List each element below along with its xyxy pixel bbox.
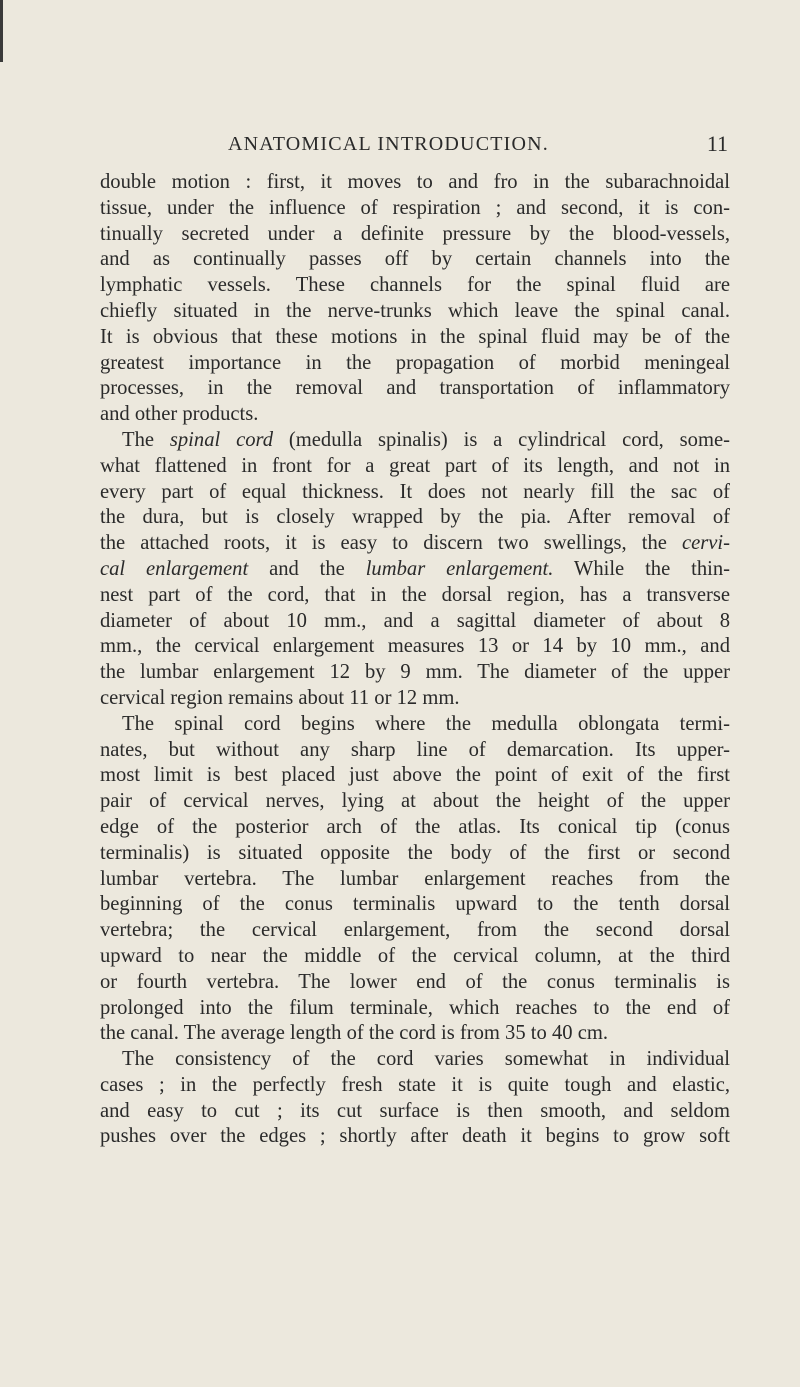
- italic-term: cal enlargement: [100, 557, 249, 580]
- paragraph: [100, 428, 730, 712]
- italic-term: cervi-: [681, 532, 730, 555]
- text-line: cervical region remains about 11 or 12 mm.: [100, 686, 460, 709]
- page-number: 11: [706, 131, 728, 156]
- text-line: and easy to cut ; its cut surface is then smooth, and seldom: [100, 1099, 730, 1122]
- italic-term: lumbar enlargement.: [365, 557, 554, 580]
- text-line: the dura, but is closely wrapped by the pia. After removal of: [100, 506, 730, 529]
- text-line: pushes over the edges ; shortly after death it begins to grow soft: [100, 1125, 730, 1148]
- text-line: The spinal cord (medulla spinalis) is a cylindrical cord, some-: [122, 428, 730, 451]
- text-line: pair of cervical nerves, lying at about the height of the upper: [100, 790, 730, 813]
- text-line: and as continually passes off by certain channels into the: [100, 248, 730, 271]
- text-line: the lumbar enlargement 12 by 9 mm. The diameter of the upper: [100, 661, 730, 684]
- text-line: mm., the cervical enlargement measures 13 or 14 by 10 mm., and: [100, 635, 730, 658]
- text-line: lumbar vertebra. The lumbar enlargement reaches from the: [100, 867, 730, 890]
- text-line: most limit is best placed just above the point of exit of the first: [100, 764, 730, 787]
- text-line: vertebra; the cervical enlargement, from the second dorsal: [100, 919, 730, 942]
- text-line: tissue, under the influence of respiration ; and second, it is con-: [100, 196, 730, 219]
- text-line: chiefly situated in the nerve-trunks which leave the spinal canal.: [100, 299, 730, 322]
- text-line: terminalis) is situated opposite the body of the first or second: [100, 841, 730, 864]
- text-line: The consistency of the cord varies somewhat in individual: [122, 1048, 730, 1071]
- text-line: upward to near the middle of the cervical column, at the third: [100, 944, 730, 967]
- text-line: diameter of about 10 mm., and a sagittal diameter of about 8: [100, 609, 730, 632]
- text-line: greatest importance in the propagation of morbid meningeal: [100, 351, 730, 374]
- text-line: tinually secreted under a definite pressure by the blood-vessels,: [100, 222, 730, 245]
- text-line: beginning of the conus terminalis upward to the tenth dorsal: [100, 893, 730, 916]
- paragraph: [100, 1047, 730, 1150]
- body-text: [100, 170, 730, 1150]
- text-line: and other products.: [100, 403, 259, 426]
- scan-edge-line: [0, 0, 3, 62]
- text-line: every part of equal thickness. It does not nearly fill the sac of: [100, 480, 730, 503]
- text-line: the attached roots, it is easy to discern two swellings, the cervi-: [100, 532, 730, 555]
- text-line: cases ; in the perfectly fresh state it is quite tough and elastic,: [100, 1073, 730, 1096]
- text-line: processes, in the removal and transportation of inflammatory: [100, 377, 730, 400]
- text-line: lymphatic vessels. These channels for the spinal fluid are: [100, 274, 730, 297]
- text-line: The spinal cord begins where the medulla oblongata termi-: [122, 712, 730, 735]
- paragraph: [100, 712, 730, 1047]
- text-line: It is obvious that these motions in the spinal fluid may be of the: [100, 325, 730, 348]
- text-line: nates, but without any sharp line of demarcation. Its upper-: [100, 738, 730, 761]
- paragraph: [100, 170, 730, 428]
- text-line: the canal. The average length of the cord is from 35 to 40 cm.: [100, 1022, 608, 1045]
- page-header: [228, 133, 728, 163]
- text-line: edge of the posterior arch of the atlas. Its conical tip (conus: [100, 815, 730, 838]
- text-line: or fourth vertebra. The lower end of the conus terminalis is: [100, 970, 730, 993]
- italic-term: spinal cord: [169, 428, 274, 451]
- text-line: double motion : first, it moves to and fro in the subarachnoidal: [100, 171, 730, 193]
- text-line: cal enlargement and the lumbar enlargement. While the thin-: [100, 557, 730, 580]
- running-head: ANATOMICAL INTRODUCTION.: [228, 133, 550, 155]
- text-line: prolonged into the filum terminale, which reaches to the end of: [100, 996, 730, 1019]
- text-line: what flattened in front for a great part of its length, and not in: [100, 454, 730, 477]
- text-line: nest part of the cord, that in the dorsal region, has a transverse: [100, 583, 730, 606]
